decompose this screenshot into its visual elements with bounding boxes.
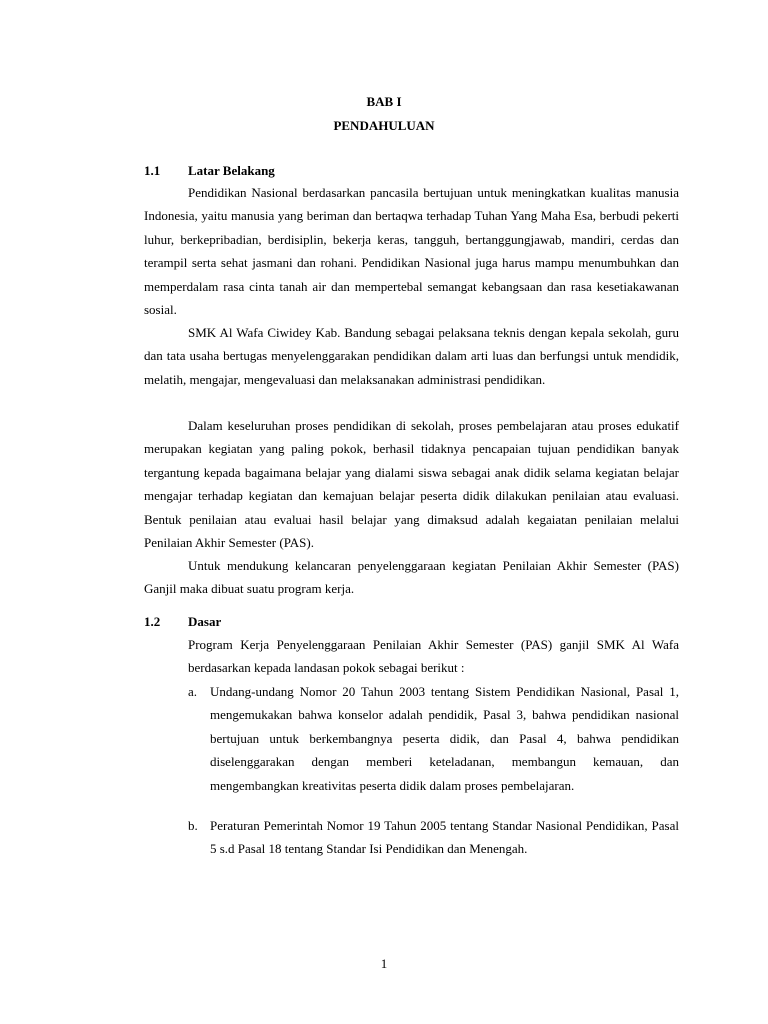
list-item [188,814,679,861]
section-number: 1.2 [144,614,161,629]
section-number: 1.1 [144,163,161,178]
section-title: Dasar [188,614,222,629]
paragraph: SMK Al Wafa Ciwidey Kab. Bandung sebagai pelaksana teknis dengan kepala sekolah, guru dan tata usaha bertugas menyelenggarakan pendidikan dalam arti luas dan berfungsi untuk mendidik, melatih, mengajar, mengevaluasi dan melaksanakan administrasi pendidikan. [144,325,679,387]
chapter-label: BAB I [366,94,402,109]
chapter-title: PENDAHULUAN [333,118,435,133]
section-title: Latar Belakang [188,163,275,178]
paragraph: Dalam keseluruhan proses pendidikan di sekolah, proses pembelajaran atau proses edukatif merupakan kegiatan yang paling pokok, berhasil tidaknya pencapaian tujuan pendidikan banyak tergantung kepada bagaimana belajar yang dialami siswa sebagai anak didik selama kegiatan belajar mengajar terhadap kegiatan dan kemajuan belajar peserta didik dilakukan penilaian atau evaluasi. Bentuk penilaian atau evaluai hasil belajar yang dimaksud adalah kegaiatan penilaian melalui Penilaian Akhir Semester (PAS). [144,418,679,551]
list-item-text: Peraturan Pemerintah Nomor 19 Tahun 2005 tentang Standar Nasional Pendidikan, Pasal 5 s.d Pasal 18 tentang Standar Isi Pendidikan dan Menengah. [210,818,679,857]
list-item [188,680,679,797]
list-marker: b. [188,818,198,833]
paragraph: Untuk mendukung kelancaran penyelenggaraan kegiatan Penilaian Akhir Semester (PAS) Ganjil maka dibuat suatu program kerja. [144,558,679,597]
section-intro: Program Kerja Penyelenggaraan Penilaian Akhir Semester (PAS) ganjil SMK Al Wafa berdasarkan kepada landasan pokok sebagai berikut : [188,637,679,676]
paragraph: Pendidikan Nasional berdasarkan pancasila bertujuan untuk meningkatkan kualitas manusia Indonesia, yaitu manusia yang beriman dan bertaqwa terhadap Tuhan Yang Maha Esa, berbudi pekerti luhur, berkepribadian, berdisiplin, bekerja keras, tangguh, bertanggungjawab, mandiri, cerdas dan terampil serta sehat jasmani dan rohani. Pendidikan Nasional juga harus mampu menumbuhkan dan memperdalam rasa cinta tanah air dan mempertebal semangat kebangsaan dan rasa kesetiakawanan sosial. [144,185,679,318]
list-item-text: Undang-undang Nomor 20 Tahun 2003 tentang Sistem Pendidikan Nasional, Pasal 1, mengemukakan bahwa konselor adalah pendidik, Pasal 3, bahwa pendidikan nasional bertujuan untuk berkembangnya peserta didik, dan Pasal 4, bahwa pendidikan diselenggarakan dengan memberi keteladanan, membangun kemauan, dan mengembangkan kreativitas peserta didik dalam proses pembelajaran. [210,684,679,793]
list-marker: a. [188,684,198,699]
page-number: 1 [380,956,388,971]
